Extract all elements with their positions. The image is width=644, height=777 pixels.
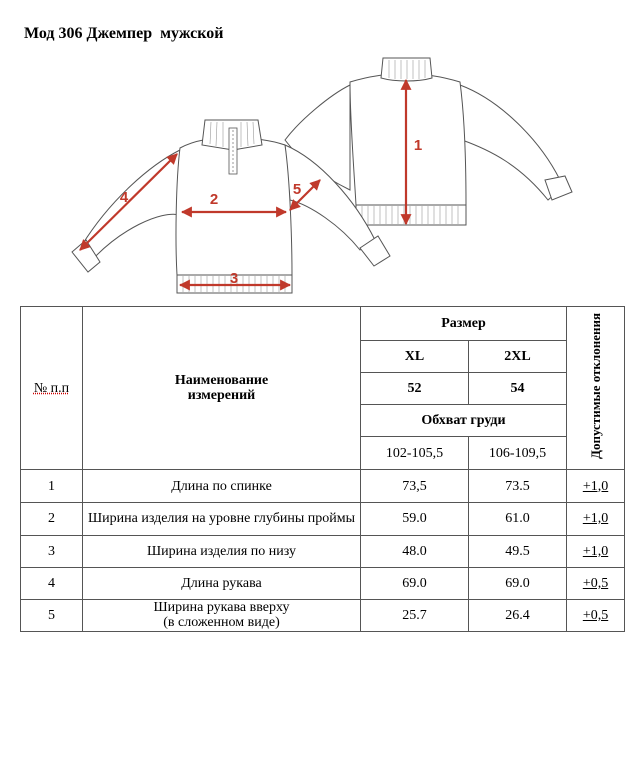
page-title: Мод 306 Джемпер мужской — [24, 25, 224, 42]
row-index: 4 — [21, 567, 83, 599]
row-index: 2 — [21, 502, 83, 535]
back-waistband — [356, 205, 466, 225]
row-value-xl: 59.0 — [361, 502, 469, 535]
table-row — [21, 567, 625, 599]
header-name: Наименование измерений — [83, 307, 361, 470]
row-value-xl: 73,5 — [361, 470, 469, 502]
row-name — [83, 599, 361, 631]
row-tolerance: +0,5 — [567, 599, 625, 631]
row-name: Длина рукава — [83, 567, 361, 599]
back-collar — [381, 58, 432, 81]
row-tolerance: +0,5 — [567, 567, 625, 599]
chest-2xl: 106-109,5 — [469, 437, 567, 470]
garment-sketch — [0, 0, 644, 300]
size-label-xl: XL — [361, 341, 469, 373]
row-value-xl: 69.0 — [361, 567, 469, 599]
table-row — [21, 535, 625, 567]
header-size: Размер — [361, 307, 567, 341]
measure-label-2: 2 — [209, 191, 219, 208]
row-tolerance: +1,0 — [567, 470, 625, 502]
table-row — [21, 502, 625, 535]
row-tolerance: +1,0 — [567, 535, 625, 567]
measure-label-4: 4 — [119, 189, 129, 206]
row-value-2xl: 73.5 — [469, 470, 567, 502]
back-body — [350, 74, 466, 205]
chest-xl: 102-105,5 — [361, 437, 469, 470]
measure-label-1: 1 — [413, 137, 423, 154]
header-index: № п.п — [21, 307, 83, 470]
header-tolerance: Допустимые отклонения — [567, 307, 625, 470]
table-row — [21, 599, 625, 631]
measure-label-3: 3 — [229, 270, 239, 287]
row-value-2xl: 69.0 — [469, 567, 567, 599]
size-number-2xl: 54 — [469, 373, 567, 405]
size-label-2xl: 2XL — [469, 341, 567, 373]
row-value-2xl: 26.4 — [469, 599, 567, 631]
table-row — [21, 470, 625, 502]
row-value-xl: 48.0 — [361, 535, 469, 567]
row-index: 5 — [21, 599, 83, 631]
row-value-xl: 25.7 — [361, 599, 469, 631]
row-tolerance: +1,0 — [567, 502, 625, 535]
row-name: Ширина изделия на уровне глубины проймы — [83, 502, 361, 535]
measure-label-5: 5 — [292, 181, 302, 198]
row-name: Длина по спинке — [83, 470, 361, 502]
size-number-xl: 52 — [361, 373, 469, 405]
row-index: 3 — [21, 535, 83, 567]
row-index: 1 — [21, 470, 83, 502]
chest-label: Обхват груди — [361, 405, 567, 437]
row-value-2xl: 61.0 — [469, 502, 567, 535]
measurements-table — [20, 306, 625, 632]
row-value-2xl: 49.5 — [469, 535, 567, 567]
row-name: Ширина изделия по низу — [83, 535, 361, 567]
row-name-line1: Ширина рукава вверху — [153, 600, 290, 616]
row-name-line2: (в сложенном виде) — [163, 615, 280, 631]
